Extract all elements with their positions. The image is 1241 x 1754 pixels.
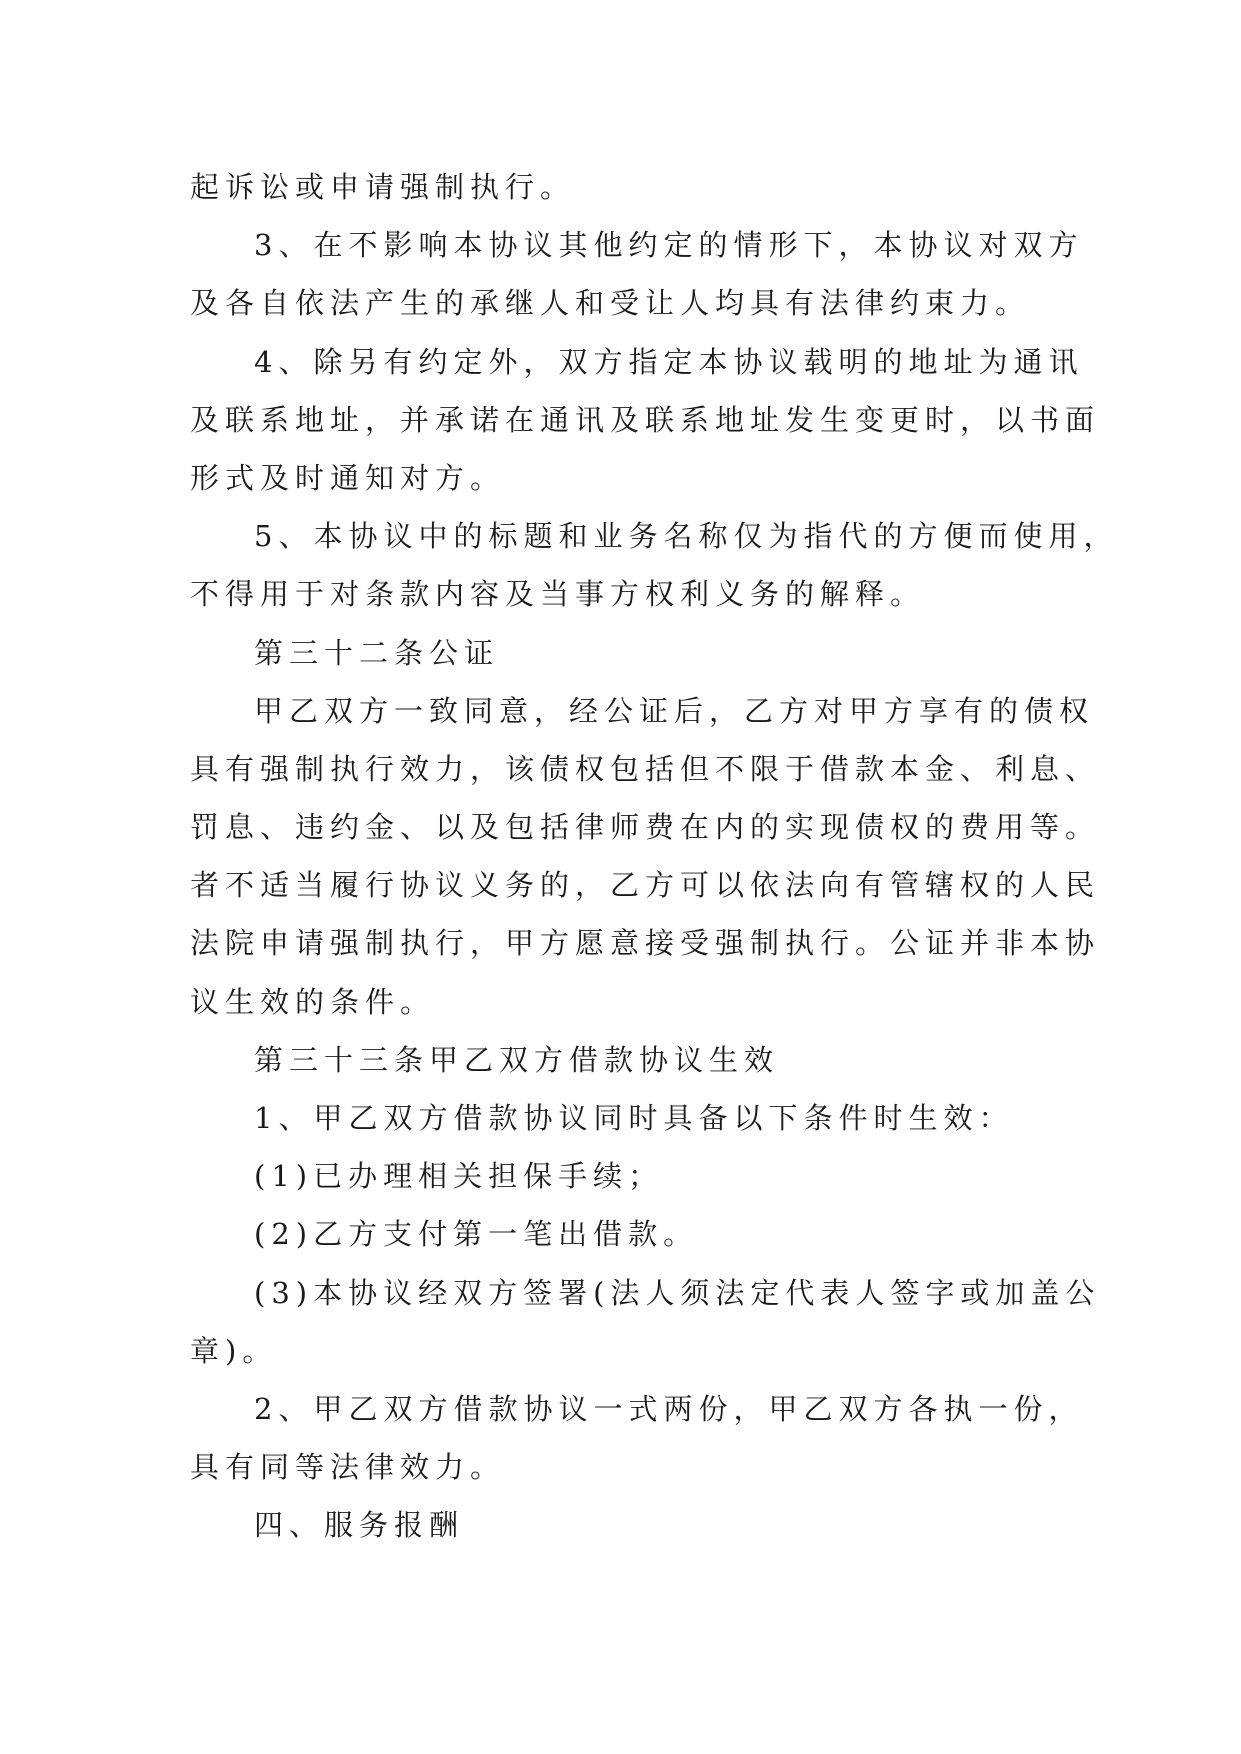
- document-line: 甲乙双方一致同意，经公证后，乙方对甲方享有的债权: [254, 693, 1095, 728]
- document-line: 者不适当履行协议义务的，乙方可以依法向有管辖权的人民: [190, 868, 1101, 903]
- document-line: 起诉讼或申请强制执行。: [190, 170, 576, 204]
- document-line: (3)本协议经双方签署(法人须法定代表人签字或加盖公: [254, 1275, 1101, 1310]
- document-line: 议生效的条件。: [190, 984, 436, 1019]
- document-body: [190, 158, 1119, 1555]
- document-line: 及联系地址，并承诺在通讯及联系地址发生变更时，以书面: [190, 402, 1101, 437]
- document-line: 不得用于对条款内容及当事方权利义务的解释。: [190, 577, 926, 612]
- document-line: 4、除另有约定外，双方指定本协议载明的地址为通讯: [254, 344, 1084, 379]
- document-line: 第三十三条甲乙双方借款协议生效: [254, 1042, 780, 1077]
- document-line: 罚息、违约金、以及包括律师费在内的实现债权的费用等。: [190, 810, 1101, 845]
- document-line: 第三十二条公证: [254, 635, 500, 670]
- document-line: 具有同等法律效力。: [190, 1450, 506, 1485]
- document-line: 3、在不影响本协议其他约定的情形下，本协议对双方: [254, 228, 1084, 263]
- document-line: 法院申请强制执行，甲方愿意接受强制执行。公证并非本协: [190, 926, 1101, 961]
- document-line: 形式及时通知对方。: [190, 460, 506, 495]
- document-line: 2、甲乙双方借款协议一式两份，甲乙双方各执一份，: [254, 1391, 1084, 1426]
- document-line: (2)乙方支付第一笔出借款。: [254, 1217, 699, 1252]
- document-line: 1、甲乙双方借款协议同时具备以下条件时生效：: [254, 1101, 1014, 1135]
- document-line: 四、服务报酬: [254, 1508, 465, 1543]
- document-line: 5、本协议中的标题和业务名称仅为指代的方便而使用，: [254, 519, 1119, 554]
- document-line: 及各自依法产生的承继人和受让人均具有法律约束力。: [190, 286, 1031, 321]
- document-line: 具有强制执行效力，该债权包括但不限于借款本金、利息、: [190, 751, 1101, 786]
- document-line: (1)已办理相关担保手续；: [254, 1159, 664, 1194]
- document-line: 章)。: [190, 1333, 278, 1368]
